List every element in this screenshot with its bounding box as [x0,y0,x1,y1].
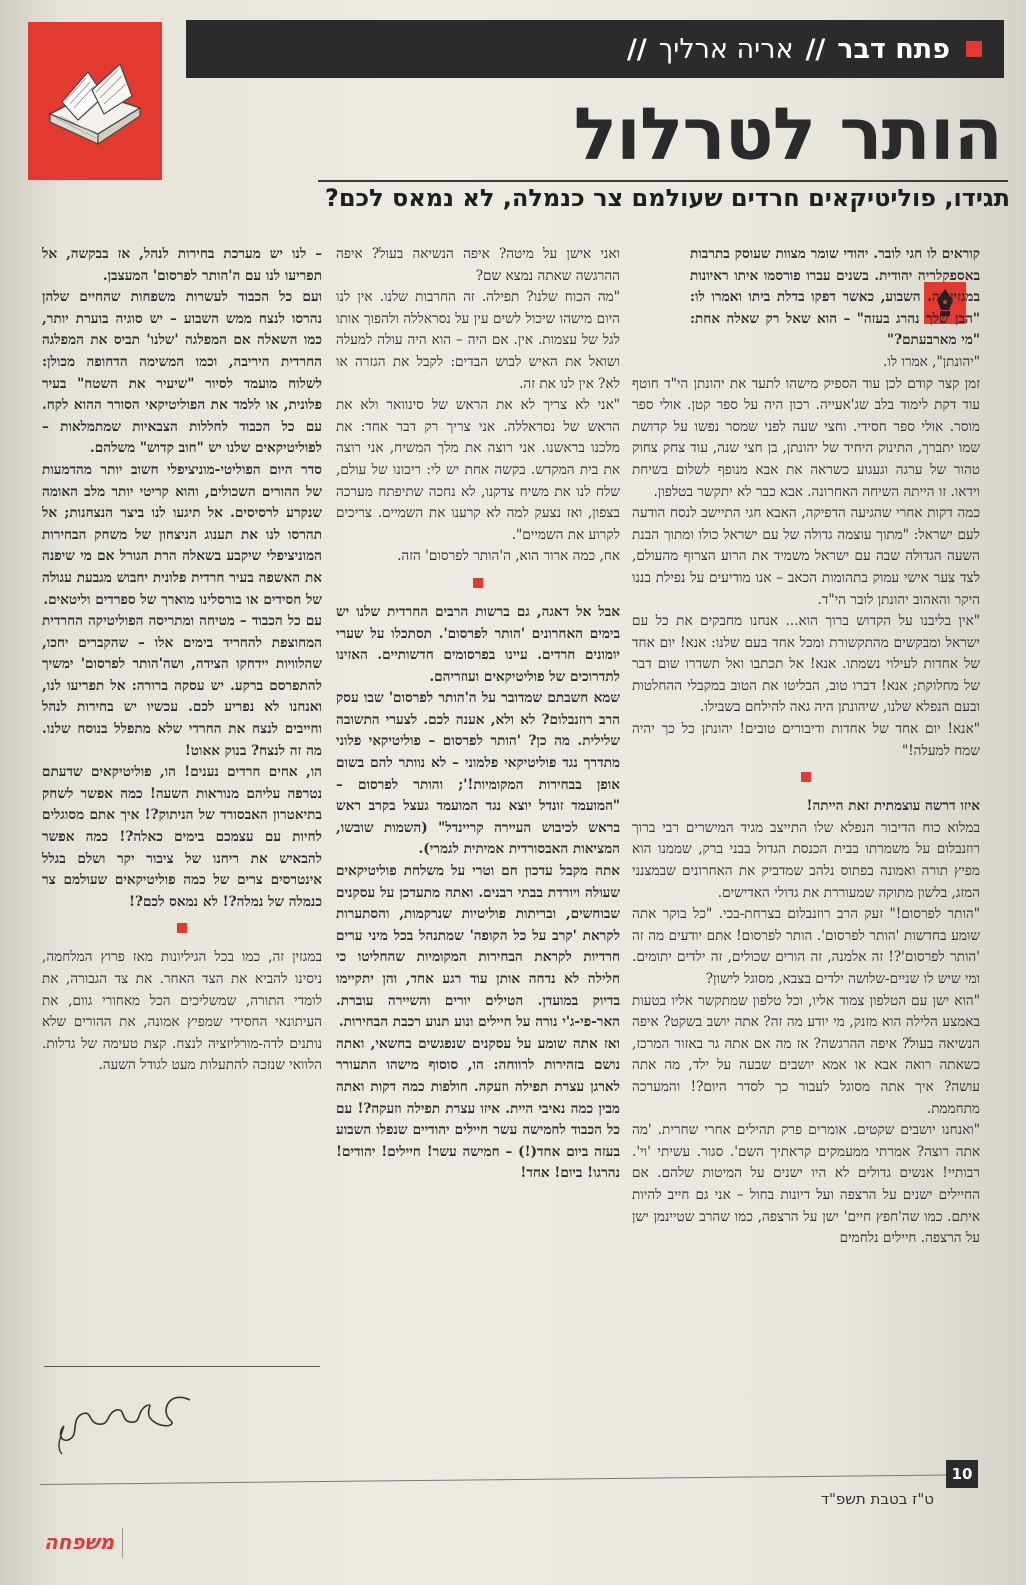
paragraph: ואז אתה שומע על עסקנים שנפגשים בחשאי, ואתה נושם בזהירות לרווחה: הו, סוסוף מישהו התעורר לארגן עצרת תפילה וזעקה. חולפות כמה דקות ואתה מבין כמה נאיבי היית. איזו עצרת תפילה וזעקה?! עם כל הכבוד לחמישה עשר חיילים יהודיים שנפלו השבוע בעזה ביום אחד(!) – חמישה עשר! חיילים! יהודים! נהרגו! ביום! אחד! [336,1035,620,1182]
paragraph: ואני אישן על מיטה? איפה הנשיאה בעול? איפה ההרגשה שאתה נמצא שם? [336,246,620,284]
lead-paragraph: קוראים לו חגי לובר. יהודי שומר מצוות שעוסק בתרבות באספקלריה יהודית. בשנים עברו פורסמו איתו ראיונות במגזין זה. השבוע, כאשר דפקו בדלת ביתו ואמרו לו: "הבן שלך נהרג בעזה" – הוא שאל רק שאלה אחת: "מי מארבעתם?" [690,246,980,349]
paragraph: "אין בליבנו על הקדוש ברוך הוא... אנחנו מחבקים את כל עם ישראל ומבקשים מהתקשורת ומכל אחד בעם שלנו: אנא! יום אחד של אחדות לעילוי נשמתו. אנא! אל תכתבו ואל תשדרו שום דבר של מחלוקת; אנא! דברו טוב, הבליטו את הטוב במקבלי ההחלטות ובעם הנפלא שלנו, שיהונתן היה גאה להילחם בשבילו. [632,613,980,716]
paragraph: זמן קצר קודם לכן עוד הספיק מישהו לתעד את יהונתן הי"ד חוטף עוד דקת לימוד בלב שג'אעייה. רכון היה על ספר קטן. אולי ספר מוסר. אולי ספר חסידי. וחצי שעה לפני שמסר נפשו על קדושת שמו יתברך, התינוק היחיד של יהונתן, בן חצי שנה, עוד צחק צחוק טהור של ערגה וגעגוע כשראה את אבא מנופף לשלום בשיחת וידאו. זו הייתה השיחה האחרונה. אבא כבר לא יתקשר בטלפון. [632,375,980,500]
section-break-icon [473,578,483,588]
article-column-1 [632,244,980,1454]
paragraph: "הותר לפרסום!" זעק הרב רוזנבלום בצרחת-בכי. "כל בוקר אתה שומע בחדשות 'הותר לפרסום'. הותר לפרסום! אתם יודעים מה זה 'הותר לפרסום'?! זה אלמנה, זה הורים שכולים, זה ילדים יתומים. ומי שיש לו שניים-שלושה ילדים בצבא, מסוגל לישון? [632,906,980,987]
paragraph: עם כל הכבוד – מטיחה ומתריסה הפוליטיקה החרדית המחוצפת להחריד בימים אלו – שהקברים יחכו, שהלוויות יידחקו הצידה, ושה'הותר לפרסום' ימשיך להתפרסם ברקע. יש עסקה ברורה: אל תפריעו לנו, ואנחנו לא נפריע לכם. עכשיו יש בחירות לנהל וחייבים לנצח את החרדי שלא מתפלל בנוסח שלנו. מה זה לנצח? בנוק אאוט! [42,613,322,759]
paragraph: "יהונתן", אמרו לו. [882,353,980,370]
book-illustration-box [28,22,162,180]
subhead-rule [318,180,1008,182]
header-end-separator: // [627,33,647,65]
magazine-logo: משפחה [44,1530,115,1554]
signature-rule [44,1366,320,1367]
section-header [186,20,1004,78]
signature-graphic [50,1380,200,1460]
paragraph: אבל אל דאגה, גם ברשות הרבים החרדית שלנו יש בימים האחרונים 'הותר לפרסום'. תסתכלו על שערי יומונים חרדים. עיינו בפרסומים חדשותיים. האזינו לתדרוכים של פוליטיקאים ועוזריהם. [336,603,620,685]
author-name: אריה ארליך [658,33,794,65]
paragraph: "אני לא צריך לא את הראש של סינוואר ולא את הראש של נסראללה. אני צריך רק דבר אחד: את מלכנו בראשנו. אני רוצה את מלך המשיח, אני רוצה את בית המקדש. בקשה אחת יש לי: ריבונו של עולם, שלח לנו את משיח צדקנו, לא נחכה שתיפתח מערכה בצפון, ואז נצעק למה לא קרענו את השמיים. צריכים לקרוע את השמיים". [336,397,620,543]
section-break-icon [177,923,187,933]
paragraph: ועם כל הכבוד לעשרות משפחות שהחיים שלהן נהרסו לנצח ממש השבוע – יש סוגיה בוערת יותר, כמו השאלה אם המפלגה 'שלנו' תביס את המפלגה החרדית היריבה, וכמו המשימה הדחופה מכולן: לשלוח מועמד לסיור "שיעיר את השטח" בעיר פלונית, או ללמד את הפוליטיקאי הסורר ההוא לקח. עם כל הכבוד לחללות הצבאיות שמתמלאות – לפוליטיקאים שלנו יש "חוב קדוש" משלהם. [42,289,322,457]
article-column-3 [42,244,322,1454]
book-icon [42,52,148,152]
footer-divider [122,1528,123,1558]
article-headline: הותר לטרלול [573,92,1002,176]
paragraph: "הוא ישן עם הטלפון צמוד אליו, וכל טלפון שמתקשר אליו בטעות באמצע הלילה הוא מזנק, מי יודע מה זה? אתה יושב בשקט? איפה הנשיאה בעול? איפה ההרגשה? אז מה אם אתה גר באזור המרכז, כשאתה רואה אבא או אמא יושבים שבעה על ילד, מה אתה עושה? איך אתה מסוגל לעבור כך לסדר היום?! והמערכה מתחממת. [632,992,980,1117]
paragraph: כמה דקות אחרי שהגיעה הדפיקה, האבא חגי התיישב לנסח הודעה לעם ישראל: "מתוך עוצמה גדולה של עם ישראל כולו ומתוך הבנת השעה הגדולה שבה עם ישראל משמיד את הרוע הצרוף מהעולם, לצד צער אישי עמוק בתהומות הכאב – אנו מודיעים על נפילת בננו היקר והאהוב יהונתן לובר הי"ד. [632,505,980,608]
author-signature [50,1380,200,1464]
paragraph: – לנו יש מערכת בחירות לנהל, אז בבקשה, אל תפריעו לנו עם ה'הותר לפרסום' המעצבן. [42,246,322,284]
paragraph: "ואנחנו יושבים שקטים. אומרים פרק תהילים אחרי שחרית. 'מה אתה רוצה? אמרתי ממעמקים קראתיך השם'. סגור. עשיתי 'וי'. רבותיי! אנשים גדולים לא היו ישנים על המיטות שלהם. אם החיילים ישנים על הרצפה ועל דיונות בחול – אני גם חייב להיות איתם. כמו שה'חפץ חיים' ישן על הרצפה, כמו שהרב שטיינמן ישן על הרצפה. חיילים נלחמים [632,1122,980,1247]
paragraph: במלוא כוח הדיבור הנפלא שלו התייצב מגיד המישרים רבי ברוך רוזנבלום על משמרתו בבית הכנסת הגדול בבני ברק, שממנו הוא מפיץ תורה ואמונה בפתוס נלהב שמדביק את האחרונים שבמצנני המזג, בלשון מתוקה שמעוררת את גדולי האדישים. [632,819,980,901]
paragraph: אתה מקבל עדכון חם וטרי על משלחת פוליטיקאים שעולה ויורדת בבתי רבנים. ואתה מתעדכן על עסקנים שבוחשים, ובריתות פוליטיות שנרקמות, והסתערות לקראת 'קרב על כל הקופה' שמתנהל בכל מיני ערים חרדיות לקראת הבחירות המקומיות שהחליטו כי חלילה לא נדחה אותן עוד רגע אחד, והן יתקיימו בדיוק במועדן. הטילים יורים והשיירה עוברת. האר-פי-ג'י נורה על חיילים ונוע תנוע רכבת הבחירות. [336,863,620,1031]
section-lead: איזו דרשה עוצמתית זאת הייתה! [806,798,980,815]
header-square-icon [966,41,982,57]
paragraph: הו, אחים חרדים נענים! הו, פוליטיקאים שדעתם נטרפה עליהם מנוראות השעה! כמה אפשר לשחק בתיאטרון האבסורד של הניתוק?! איך אתם מסוגלים לחיות עם עצמכם בימים כאלה?! כמה אפשר להבאיש את ריחנו של ציבור יקר ושלם בגלל אינטרסים צרים של כמה פוליטיקאים שעולמם צר כנמלה של נמלה?! לא נמאס לכם?! [42,764,322,910]
paragraph: "מה הכוח שלנו? תפילה. זה החרבות שלנו. אין לנו היום מישהו שיכול לשים עין על נסראללה ולהפוך אותו לגל של עצמות. אין. אם היה – הוא היה עולה למעלה ושואל את האיש לבוש הבדים: לקבל את הגזרה או לא? אין לנו את זה. [336,289,620,392]
article-subheadline: תגידו, פוליטיקאים חרדים שעולמם צר כנמלה, לא נמאס לכם? [324,184,1010,212]
paragraph: סדר היום הפוליטי-מוניציפלי חשוב יותר מהדמעות של ההורים השכולים, והוא קריטי יותר מלב האומה שנקרע לרסיסים. אל תיגעו לנו ביצר הנצחנות; אל תהרסו לנו את תענוג הניצחון של משחק הבחירות המוניציפלי שיקבע בשאלה הרת הגורל אם מי שיפנה את האשפה בעיר חרדית פלונית יחבוש מגבעת עגולה של חסידים או בורסלינו מוארך של ספרדים וליטאים. [42,461,322,608]
paragraph: שמא חשבתם שמדובר על ה'הותר לפרסום' שבו עסק הרב רוזנבלום? לא ולא, אענה לכם. לצערי התשובה שלילית. מה כן? 'הותר לפרסום – פוליטיקאי פלוני מתדרך נגד פוליטיקאי פלמוני – לא נוותר להם בשום אופן בבחירות המקומיות!'; והותר לפרסום – "המועמד זונדל יוצא נגד המועמד געצל בקרב ראש בראש לכיבוש העיירה קריינדל" (השמות שובשו, המציאות האבסורדית אמיתית לגמרי). [336,690,620,858]
issue-date: ט"ז בטבת תשפ"ד [820,1490,934,1508]
paragraph: אח, כמה ארור הוא, ה'הותר לפרסום' הזה. [397,548,620,565]
page-number: 10 [946,1460,978,1488]
header-separator: // [805,33,826,65]
footer-rule [40,1474,976,1485]
paragraph: "אנא! יום אחד של אחדות ודיבורים טובים! יהונתן כל כך יהיה שמח למעלה!" [632,721,980,759]
paragraph [632,244,980,352]
section-kicker: פתח דבר [837,33,950,65]
closing-paragraph: במגזין זה, כמו בכל הגיליונות מאז פרוץ המלחמה, ניסינו להביא את הצד האחר. את צד הגבורה, את לומדי התורה, שמשליכים הכל מאחורי גוום, את העיתונאי החסידי שמפיץ אמונה, את ההורים שלא נותנים לדה-מורליזציה לנצח. קצת טעימה של גדלות. הלוואי שנזכה להתעלות מעט לגודל השעה. [42,949,322,1074]
section-break-icon [801,772,811,782]
article-column-2 [336,244,620,1454]
